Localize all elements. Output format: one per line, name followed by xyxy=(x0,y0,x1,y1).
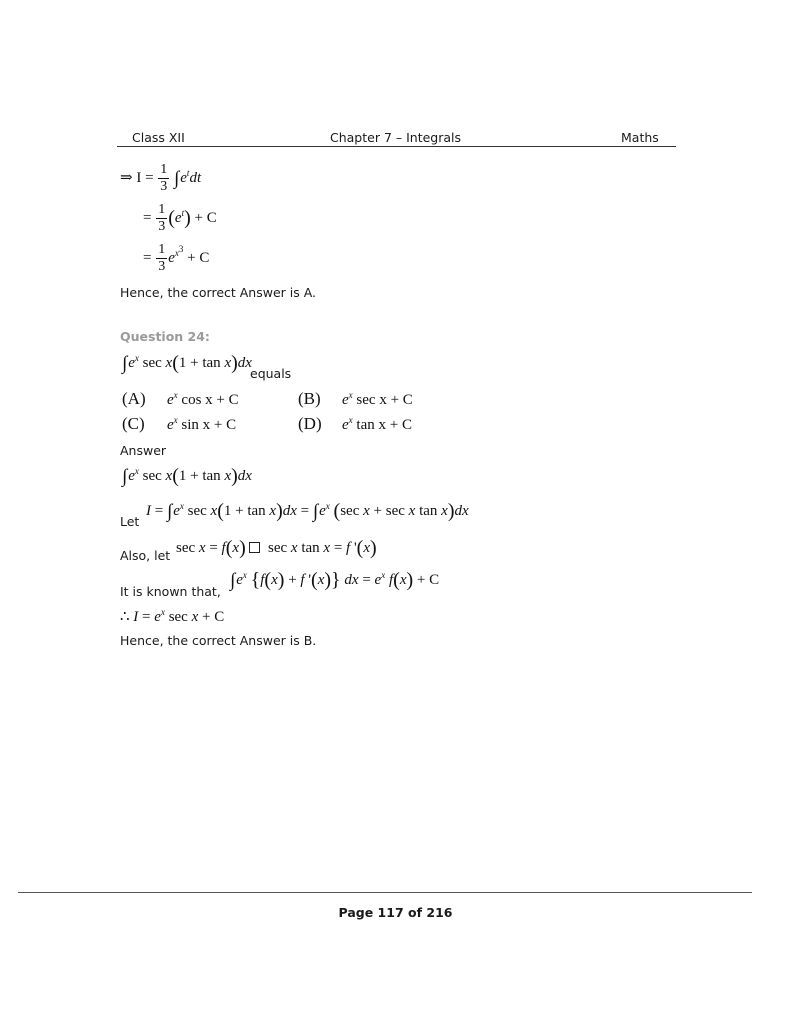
therefore-result: ∴ $I = e^x$ sec x + C xyxy=(120,607,225,625)
answer-expression: $\int e^x$ sec x(1 + tan x)dx xyxy=(122,465,252,487)
option-d: (D) xyxy=(298,414,322,433)
header-divider xyxy=(117,146,676,147)
also-let-equation: sec x = f(x) sec x tan x = f '(x) xyxy=(176,537,377,559)
known-label: It is known that, xyxy=(120,584,221,599)
option-c-expr: $e^x$ sin x + C xyxy=(167,415,237,433)
option-d-expr: $e^x$ tan x + C xyxy=(342,415,412,433)
option-a: (A) xyxy=(122,389,146,408)
header-chapter: Chapter 7 – Integrals xyxy=(330,130,462,145)
option-b: (B) xyxy=(298,389,321,408)
header-subject: Maths xyxy=(621,130,659,145)
option-b-expr: $e^x$ sec x + C xyxy=(342,390,413,408)
prev-step-2: = $\frac{1}{3}$ $(e^t) + C$ xyxy=(143,202,217,234)
prev-step-3: = $\frac{1}{3}$ $e^{x^3} + C$ xyxy=(143,242,210,274)
question-equals: equals xyxy=(250,366,292,381)
prev-step-1: ⇒ I = $\frac{1}{3}$ $\int e^tdt$ xyxy=(120,162,202,194)
footer-divider xyxy=(18,892,752,893)
let-equation: $I = \int e^x$ $\sec x(1 + \tan x)dx = \int e^x$ (sec x + sec x tan x)dx xyxy=(146,500,469,522)
let-label: Let xyxy=(120,514,140,529)
header-class: Class XII xyxy=(132,130,185,145)
option-c: (C) xyxy=(122,414,145,433)
page-number: Page 117 of 216 xyxy=(338,905,453,920)
known-formula: $\int e^x$ {f(x) + f '(x)} dx = $e^x$ f(x) + C xyxy=(230,569,440,591)
placeholder-box xyxy=(249,542,260,553)
question-expression: $\int e^x$ sec x(1 + tan x)dx xyxy=(122,352,252,374)
answer-label: Answer xyxy=(120,443,167,458)
option-a-expr: $e^x$ cos x + C xyxy=(167,390,239,408)
question-label: Question 24: xyxy=(120,329,210,344)
prev-conclusion: Hence, the correct Answer is A. xyxy=(120,285,317,300)
also-let-label: Also, let xyxy=(120,548,171,563)
answer-conclusion: Hence, the correct Answer is B. xyxy=(120,633,317,648)
